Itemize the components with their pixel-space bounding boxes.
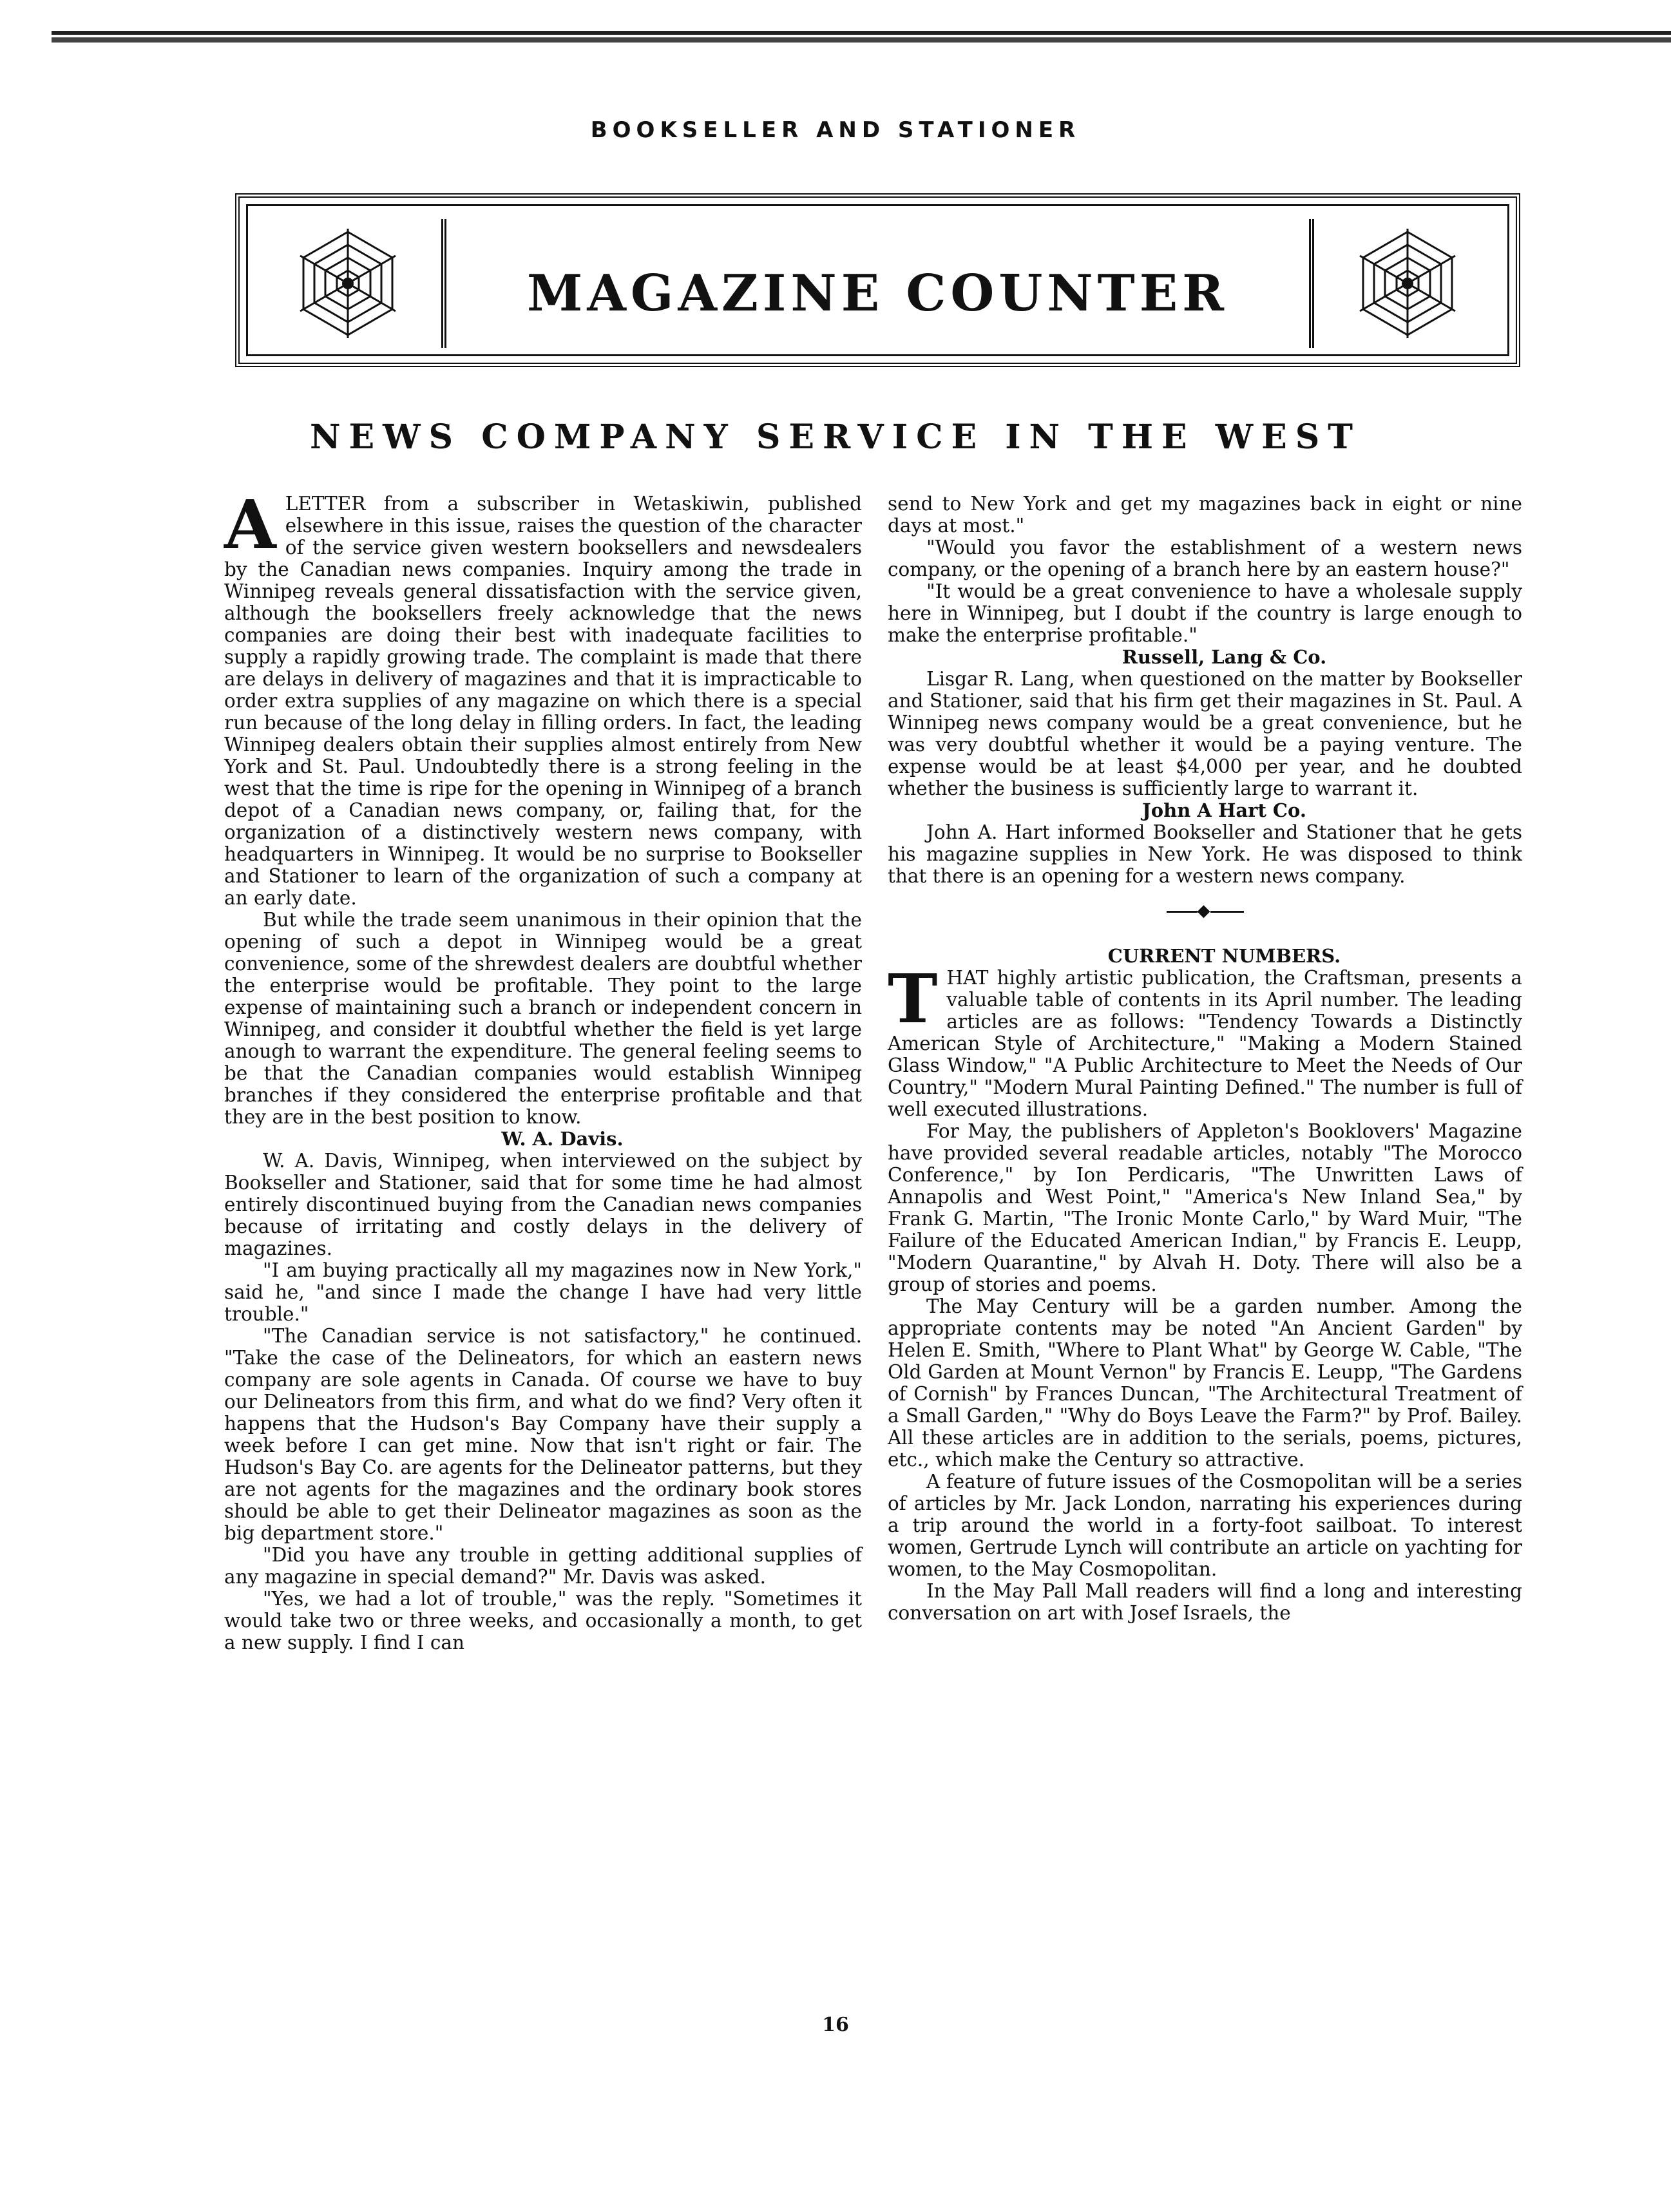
paragraph: But while the trade seem unanimous in their opinion that the opening of such a depot in Winnipeg would be a great convenience, some of the shrewdest dealers are doubtful whether the enterprise would be profitable. They point to the large expense of maintaining such a branch or independent concern in Winnipeg, and consider it doubtful whether the field is yet large anough to warrant the expenditure. The general feeling seems to be that the Canadian companies would establish Winnipeg branches if they considered the enterprise profitable and that they are in the best position to know. [224, 909, 862, 1128]
paragraph [224, 485, 862, 909]
running-head: BOOKSELLER AND STATIONER [590, 117, 1081, 143]
section-title: MAGAZINE COUNTER [527, 264, 1228, 323]
paragraph: Lisgar R. Lang, when questioned on the matter by Bookseller and Stationer, said that his firm get their magazines in St. Paul. A Winnipeg news company would be a great convenience, but he was very doubtful whether it would be a paying venture. The expense would be at least $4,000 per year, and he doubted whether the business is sufficiently large to warrant it. [888, 668, 1522, 799]
subheading: Russell, Lang & Co. [1122, 646, 1327, 668]
article-headline: NEWS COMPANY SERVICE IN THE WEST [309, 417, 1362, 457]
paragraph: The May Century will be a garden number. Among the appropriate contents may be noted "An Ancient Garden" by Helen E. Smith, "Where to Plant What" by George W. Cable, "The Old Garden at Mount Vernon" by Francis E. Leupp, "The Gardens of Cornish" by Frances Duncan, "The Architectural Treatment of a Small Garden," "Why do Boys Leave the Farm?" by Prof. Bailey. All these articles are in addition to the serials, poems, pictures, etc., which make the Century so attractive. [888, 1295, 1522, 1471]
paragraph: In the May Pall Mall readers will find a long and interesting conversation on art with Josef Israels, the [888, 1580, 1522, 1624]
banner-left-panel [254, 219, 446, 348]
banner-inner-frame [246, 204, 1509, 356]
paragraph: A feature of future issues of the Cosmopolitan will be a series of articles by Mr. Jack London, narrating his experiences during a trip around the world in a forty-foot sailboat. To interest women, Gertrude Lynch will contribute an article on yachting for women, to the May Cosmopolitan. [888, 1471, 1522, 1580]
paragraph-text: LETTER from a subscriber in Wetaskiwin, published elsewhere in this issue, raises the question of the character of the service given western booksellers and newsdealers by the Canadian news companies. Inquiry among the trade in Winnipeg reveals general dissatisfaction with the service given, although the booksellers freely acknowledge that the news companies are doing their best with inadequate facilities to supply a rapidly growing trade. The complaint is made that there are delays in delivery of magazines and that it is impracticable to order extra supplies of any magazine on which there is a special run because of the long delay in filling orders. In fact, the leading Winnipeg dealers obtain their supplies almost entirely from New York and St. Paul. Undoubtedly there is a strong feeling in the west that the time is ripe for the opening in Winnipeg of a branch depot of a Canadian news company, or, failing that, for the organization of a distinctively western news company, with headquarters in Winnipeg. It would be no surprise to Bookseller and Stationer to learn of the organization of such a company at an early date. [224, 493, 862, 909]
page-number: 16 [822, 2014, 849, 2036]
paragraph-text: HAT highly artistic publication, the Craftsman, presents a valuable table of contents in its April number. The leading articles are as follows: "Tendency Towards a Distinctly American Style of Architecture," "Making a Modern Stained Glass Window," "A Public Architecture to Meet the Needs of Our Country," "Modern Mural Painting Defined." The number is full of well executed illustrations. [888, 967, 1522, 1120]
left-column [224, 485, 862, 1654]
ornament-divider [888, 900, 1522, 922]
paragraph: "The Canadian service is not satisfactory," he continued. "Take the case of the Delineators, for which an eastern news company are sole agents in Canada. Of course we have to buy our Delineators from this firm, and what do we find? Very often it happens that the Hudson's Bay Company have their supply a week before I can get mine. Now that isn't right or fair. The Hudson's Bay Co. are agents for the Delineator patterns, but they are not agents for the magazines and the ordinary book stores should be able to get their Delineator magazines as soon as the big department store." [224, 1325, 862, 1544]
top-rule [52, 26, 1671, 45]
spider-web-icon [1350, 225, 1466, 341]
paragraph: "Would you favor the establishment of a western news company, or the opening of a branch here by an eastern house?" [888, 537, 1522, 580]
paragraph: For May, the publishers of Appleton's Booklovers' Magazine have provided several readable articles, notably "The Morocco Conference," by Ion Perdicaris, "The Unwritten Laws of Annapolis and West Point," "America's New Inland Sea," by Frank G. Martin, "The Ironic Monte Carlo," by Ward Muir, "The Failure of the Educated American Indian," by Francis E. Leupp, "Modern Quarantine," by Alvah H. Doty. There will also be a group of stories and poems. [888, 1120, 1522, 1295]
paragraph: "Yes, we had a lot of trouble," was the reply. "Sometimes it would take two or three weeks, and occasionally a month, to get a new supply. I find I can [224, 1588, 862, 1654]
banner-right-panel [1309, 219, 1501, 348]
paragraph: W. A. Davis, Winnipeg, when interviewed on the subject by Bookseller and Stationer, said that for some time he had almost entirely discontinued buying from the Canadian news companies because of irritating and costly delays in the delivery of magazines. [224, 1150, 862, 1259]
paragraph: "It would be a great convenience to have a wholesale supply here in Winnipeg, but I doubt if the country is large enough to make the enterprise profitable." [888, 580, 1522, 646]
subheading: CURRENT NUMBERS. [1107, 945, 1341, 967]
paragraph: "I am buying practically all my magazines now in New York," said he, "and since I made the change I have had very little trouble." [224, 1259, 862, 1325]
drop-cap: T [888, 959, 938, 1038]
subheading: John A Hart Co. [1142, 799, 1306, 821]
spider-web-icon [290, 225, 406, 341]
paragraph: John A. Hart informed Bookseller and Stationer that he gets his magazine supplies in New York. He was disposed to think that there is an opening for a western news company. [888, 821, 1522, 887]
paragraph: "Did you have any trouble in getting additional supplies of any magazine in special demand?" Mr. Davis was asked. [224, 1544, 862, 1588]
right-column [888, 493, 1522, 1624]
subheading: W. A. Davis. [501, 1128, 624, 1150]
section-banner [235, 193, 1520, 367]
paragraph: send to New York and get my magazines back in eight or nine days at most." [888, 493, 1522, 537]
paragraph [888, 959, 1522, 1120]
drop-cap: A [224, 485, 276, 564]
